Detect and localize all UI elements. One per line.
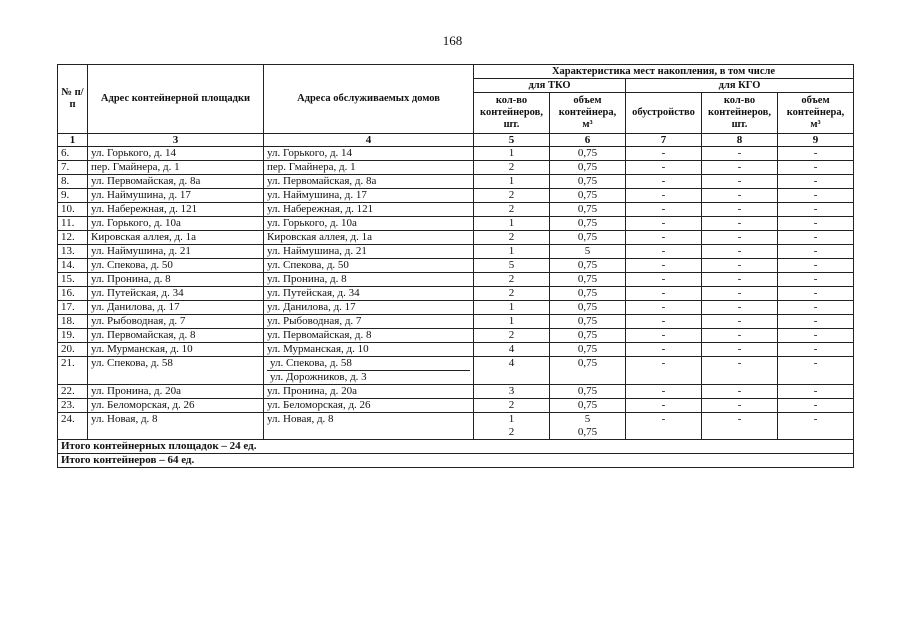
house-address: ул. Наймушина, д. 17 — [264, 189, 474, 203]
kgo-count: - — [702, 203, 778, 217]
column-number: 5 — [474, 134, 550, 147]
kgo-volume: - — [778, 343, 854, 357]
kgo-count: - — [702, 385, 778, 399]
tko-count: 2 — [474, 189, 550, 203]
kgo-count: - — [702, 259, 778, 273]
kgo-count: - — [702, 287, 778, 301]
column-number: 9 — [778, 134, 854, 147]
kgo-volume: - — [778, 245, 854, 259]
kgo-volume: - — [778, 315, 854, 329]
row-number: 11. — [58, 217, 88, 231]
page-number: 168 — [442, 33, 463, 48]
table-row — [58, 399, 854, 413]
site-address: ул. Наймушина, д. 17 — [88, 189, 264, 203]
column-number: 7 — [626, 134, 702, 147]
kgo-count: - — [702, 329, 778, 343]
table-row — [58, 175, 854, 189]
tko-count-value: 2 — [508, 426, 515, 438]
header-characteristics: Характеристика мест накопления, в том числе — [474, 65, 854, 79]
header-volume-kgo: объем контейнера, м³ — [778, 93, 854, 134]
house-address: ул. Дорожников, д. 3 — [270, 371, 367, 383]
column-number: 6 — [550, 134, 626, 147]
equipment: - — [626, 147, 702, 161]
site-address: ул. Беломорская, д. 26 — [88, 399, 264, 413]
kgo-count: - — [702, 399, 778, 413]
row-number: 6. — [58, 147, 88, 161]
table-row — [58, 245, 854, 259]
tko-count: 4 — [474, 343, 550, 357]
tko-volume: 0,75 — [550, 231, 626, 245]
tko-volume: 0,75 — [550, 287, 626, 301]
table-row — [58, 287, 854, 301]
site-address: ул. Горького, д. 10а — [88, 217, 264, 231]
kgo-volume: - — [778, 203, 854, 217]
house-address: ул. Путейская, д. 34 — [264, 287, 474, 301]
tko-volume: 0,75 — [550, 357, 626, 385]
header-houses-address: Адреса обслуживаемых домов — [264, 65, 474, 134]
equipment: - — [626, 203, 702, 217]
kgo-count: - — [702, 315, 778, 329]
tko-volume — [550, 413, 626, 440]
table-row — [58, 343, 854, 357]
row-number: 15. — [58, 273, 88, 287]
tko-volume: 0,75 — [550, 259, 626, 273]
site-address: ул. Данилова, д. 17 — [88, 301, 264, 315]
table-row — [58, 203, 854, 217]
kgo-volume: - — [778, 287, 854, 301]
kgo-volume: - — [778, 329, 854, 343]
tko-count: 1 — [474, 301, 550, 315]
kgo-count: - — [702, 301, 778, 315]
equipment: - — [626, 329, 702, 343]
site-address: ул. Наймушина, д. 21 — [88, 245, 264, 259]
column-number: 1 — [58, 134, 88, 147]
tko-volume: 0,75 — [550, 203, 626, 217]
tko-count: 4 — [474, 357, 550, 385]
column-number: 8 — [702, 134, 778, 147]
row-number: 13. — [58, 245, 88, 259]
kgo-volume: - — [778, 301, 854, 315]
kgo-count: - — [702, 161, 778, 175]
kgo-count: - — [702, 231, 778, 245]
row-number: 17. — [58, 301, 88, 315]
kgo-volume: - — [778, 357, 854, 385]
tko-count: 2 — [474, 287, 550, 301]
table-row — [58, 161, 854, 175]
tko-volume: 0,75 — [550, 315, 626, 329]
row-number: 14. — [58, 259, 88, 273]
tko-volume: 0,75 — [550, 161, 626, 175]
tko-volume: 5 — [550, 245, 626, 259]
house-address: пер. Гмайнера, д. 1 — [264, 161, 474, 175]
tko-volume: 0,75 — [550, 399, 626, 413]
tko-count: 2 — [474, 203, 550, 217]
kgo-volume: - — [778, 161, 854, 175]
kgo-volume: - — [778, 231, 854, 245]
header-site-address: Адрес контейнерной площадки — [88, 65, 264, 134]
row-number: 16. — [58, 287, 88, 301]
equipment: - — [626, 189, 702, 203]
houses-address — [264, 357, 474, 385]
tko-volume: 0,75 — [550, 343, 626, 357]
tko-volume: 0,75 — [550, 329, 626, 343]
tko-count: 2 — [474, 329, 550, 343]
table-row — [58, 301, 854, 315]
header-volume-tko: объем контейнера, м³ — [550, 93, 626, 134]
header-count-tko: кол-во контейнеров, шт. — [474, 93, 550, 134]
site-address: ул. Первомайская, д. 8а — [88, 175, 264, 189]
row-number: 22. — [58, 385, 88, 399]
kgo-count: - — [702, 189, 778, 203]
site-address: ул. Спекова, д. 50 — [88, 259, 264, 273]
tko-count: 5 — [474, 259, 550, 273]
site-address: ул. Горького, д. 14 — [88, 147, 264, 161]
tko-count: 3 — [474, 385, 550, 399]
equipment: - — [626, 343, 702, 357]
tko-volume: 0,75 — [550, 175, 626, 189]
equipment: - — [626, 287, 702, 301]
kgo-count: - — [702, 413, 778, 440]
table-row — [58, 357, 854, 385]
total-row — [58, 454, 854, 468]
tko-count: 1 — [474, 315, 550, 329]
table-row — [58, 315, 854, 329]
tko-volume-value: 0,75 — [577, 426, 598, 438]
site-address: ул. Спекова, д. 58 — [88, 357, 264, 385]
header-count-kgo: кол-во контейнеров, шт. — [702, 93, 778, 134]
row-number: 7. — [58, 161, 88, 175]
table-row — [58, 385, 854, 399]
kgo-volume: - — [778, 259, 854, 273]
row-number: 18. — [58, 315, 88, 329]
table-row — [58, 413, 854, 440]
house-address: ул. Наймушина, д. 21 — [264, 245, 474, 259]
tko-volume: 0,75 — [550, 217, 626, 231]
kgo-count: - — [702, 217, 778, 231]
house-address: ул. Первомайская, д. 8а — [264, 175, 474, 189]
kgo-volume: - — [778, 147, 854, 161]
row-number: 9. — [58, 189, 88, 203]
equipment: - — [626, 217, 702, 231]
row-number: 21. — [58, 357, 88, 385]
equipment: - — [626, 301, 702, 315]
total-containers: Итого контейнеров – 64 ед. — [58, 454, 854, 468]
site-address: ул. Первомайская, д. 8 — [88, 329, 264, 343]
kgo-volume: - — [778, 189, 854, 203]
kgo-count: - — [702, 175, 778, 189]
table-row — [58, 273, 854, 287]
tko-count: 1 — [474, 217, 550, 231]
kgo-volume: - — [778, 217, 854, 231]
kgo-volume: - — [778, 399, 854, 413]
site-address: ул. Новая, д. 8 — [88, 413, 264, 440]
tko-volume: 0,75 — [550, 273, 626, 287]
equipment: - — [626, 259, 702, 273]
site-address: пер. Гмайнера, д. 1 — [88, 161, 264, 175]
house-address: ул. Беломорская, д. 26 — [264, 399, 474, 413]
equipment: - — [626, 161, 702, 175]
equipment: - — [626, 231, 702, 245]
row-number: 20. — [58, 343, 88, 357]
tko-volume-value: 5 — [584, 413, 591, 425]
house-address: ул. Пронина, д. 20а — [264, 385, 474, 399]
tko-volume: 0,75 — [550, 385, 626, 399]
kgo-volume: - — [778, 175, 854, 189]
total-sites: Итого контейнерных площадок – 24 ед. — [58, 440, 854, 454]
house-address: ул. Горького, д. 14 — [264, 147, 474, 161]
equipment: - — [626, 413, 702, 440]
house-address: ул. Новая, д. 8 — [264, 413, 474, 440]
row-number: 8. — [58, 175, 88, 189]
site-address: ул. Путейская, д. 34 — [88, 287, 264, 301]
header-equipment: обустройство — [626, 93, 702, 134]
table-row — [58, 231, 854, 245]
site-address: ул. Пронина, д. 20а — [88, 385, 264, 399]
kgo-count: - — [702, 147, 778, 161]
header-tko: для ТКО — [474, 79, 626, 93]
house-address: ул. Рыбоводная, д. 7 — [264, 315, 474, 329]
house-address: ул. Спекова, д. 50 — [264, 259, 474, 273]
row-number: 23. — [58, 399, 88, 413]
tko-count — [474, 413, 550, 440]
house-address: ул. Спекова, д. 58 — [267, 357, 470, 371]
tko-count: 2 — [474, 231, 550, 245]
table-row — [58, 217, 854, 231]
tko-count: 1 — [474, 147, 550, 161]
tko-count: 1 — [474, 175, 550, 189]
equipment: - — [626, 273, 702, 287]
tko-count: 1 — [474, 245, 550, 259]
equipment: - — [626, 315, 702, 329]
site-address: Кировская аллея, д. 1а — [88, 231, 264, 245]
row-number: 19. — [58, 329, 88, 343]
house-address: ул. Мурманская, д. 10 — [264, 343, 474, 357]
kgo-volume: - — [778, 385, 854, 399]
kgo-volume: - — [778, 413, 854, 440]
equipment: - — [626, 357, 702, 385]
site-address: ул. Мурманская, д. 10 — [88, 343, 264, 357]
kgo-count: - — [702, 273, 778, 287]
tko-volume: 0,75 — [550, 301, 626, 315]
equipment: - — [626, 245, 702, 259]
row-number: 24. — [58, 413, 88, 440]
tko-count: 2 — [474, 399, 550, 413]
column-number: 4 — [264, 134, 474, 147]
row-number: 12. — [58, 231, 88, 245]
tko-volume: 0,75 — [550, 189, 626, 203]
table-row — [58, 329, 854, 343]
header-num: № п/п — [58, 65, 88, 134]
table-row — [58, 259, 854, 273]
equipment: - — [626, 399, 702, 413]
column-number: 3 — [88, 134, 264, 147]
house-address: Кировская аллея, д. 1а — [264, 231, 474, 245]
kgo-count: - — [702, 245, 778, 259]
kgo-count: - — [702, 357, 778, 385]
row-number: 10. — [58, 203, 88, 217]
tko-count: 2 — [474, 161, 550, 175]
site-address: ул. Набережная, д. 121 — [88, 203, 264, 217]
container-sites-table — [57, 64, 854, 468]
equipment: - — [626, 175, 702, 189]
tko-count: 2 — [474, 273, 550, 287]
kgo-count: - — [702, 343, 778, 357]
tko-count-value: 1 — [508, 413, 515, 425]
house-address: ул. Данилова, д. 17 — [264, 301, 474, 315]
equipment: - — [626, 385, 702, 399]
house-address: ул. Первомайская, д. 8 — [264, 329, 474, 343]
table-row — [58, 147, 854, 161]
kgo-volume: - — [778, 273, 854, 287]
tko-volume: 0,75 — [550, 147, 626, 161]
house-address: ул. Пронина, д. 8 — [264, 273, 474, 287]
house-address: ул. Набережная, д. 121 — [264, 203, 474, 217]
site-address: ул. Пронина, д. 8 — [88, 273, 264, 287]
header-kgo: для КГО — [626, 79, 854, 93]
site-address: ул. Рыбоводная, д. 7 — [88, 315, 264, 329]
table-row — [58, 189, 854, 203]
house-address: ул. Горького, д. 10а — [264, 217, 474, 231]
total-row — [58, 440, 854, 454]
